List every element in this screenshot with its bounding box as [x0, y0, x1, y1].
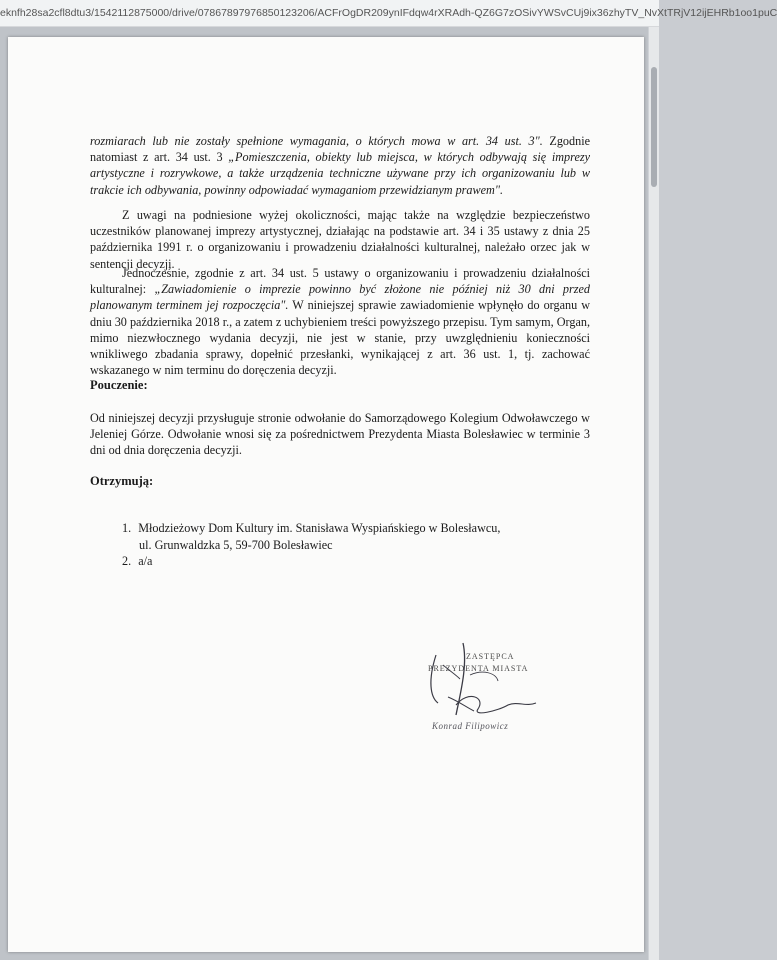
handwritten-signature	[408, 635, 558, 725]
paragraph-1-quote: „Pomieszczenia, obiekty lub miejsca, w których odbywają się imprezy artystyczne i rozrywkowe, a także urządzenia techniczne używane przy ich organizowaniu lub w trakcie ich odbywania, powinny odpowiadać wymaganiom przewidzianym prawem".	[90, 150, 591, 197]
recipient-2-name: a/a	[138, 554, 153, 568]
pouczenie-body: Od niniejszej decyzji przysługuje stronie odwołanie do Samorządowego Kolegium Odwoławczego w Jeleniej Górze. Odwołanie wnosi się za pośrednictwem Prezydenta Miasta Bolesławiec w terminie 3 dni od dnia doręczenia decyzji.	[90, 411, 590, 458]
recipient-1-address: ul. Grunwaldzka 5, 59-700 Bolesławiec	[139, 538, 333, 552]
paragraph-1	[90, 133, 590, 198]
scrollbar-thumb[interactable]	[651, 67, 657, 187]
browser-url-bar[interactable]	[0, 0, 777, 27]
signature-name: Konrad Filipowicz	[432, 721, 509, 731]
recipient-2	[122, 554, 152, 569]
signature-stamp-title: ZASTĘPCA	[466, 652, 515, 661]
pouczenie-heading: Pouczenie:	[90, 378, 148, 392]
paragraph-3-quote: „Zawiadomienie o imprezie powinno być złożone nie później niż 30 dni przed planowanym terminem jej rozpoczęcia".	[90, 282, 591, 313]
document-page	[8, 37, 644, 952]
paragraph-2	[90, 207, 590, 272]
paragraph-3-text-b: W niniejszej sprawie zawiadomienie wpłynęło do organu w dniu 30 października 2018 r., a zatem z uchybieniem treści powyższego przepisu. Tym samym, Organ, mimo niezwłocznego wydania decyzji, nie jest w stanie, przy uwzględnieniu konieczności wnikliwego zbadania sprawy, dopełnić przesłanki, wynikającej z art. 36 ust. 1, tj. zachować wskazanego w nim terminu do doręczenia decyzji.	[90, 298, 591, 378]
document-viewer	[0, 27, 659, 960]
paragraph-3-text-a: Jednocześnie, zgodnie z art. 34 ust. 5 ustawy o organizowaniu i prowadzeniu działalności kulturalnej:	[90, 266, 590, 297]
pouczenie-text	[90, 410, 590, 459]
paragraph-2-text: Z uwagi na podniesione wyżej okoliczności, mając także na względzie bezpieczeństwo uczestników planowanej imprezy artystycznej, działając na podstawie art. 34 i 35 ustawy z dnia 25 października 1991 r. o organizowaniu i prowadzeniu działalności kulturalnej, należało orzec jak w sentencji decyzji.	[90, 208, 590, 271]
signature-stamp-office: PREZYDENTA MIASTA	[428, 664, 529, 673]
paragraph-1-text: Zgodnie natomiast z art. 34 ust. 3	[90, 134, 590, 165]
paragraph-3	[90, 265, 590, 378]
vertical-scrollbar[interactable]	[648, 27, 659, 960]
recipient-1	[122, 521, 500, 536]
paragraph-1-quote-end: rozmiarach lub nie zostały spełnione wymagania, o których mowa w art. 34 ust. 3".	[90, 134, 543, 148]
url-text: eknfh28sa2cfl8dtu3/1542112875000/drive/07867897976850123206/ACFrOgDR209ynIFdqw4rXRAdh-QZ6G7zOSivYWSvCUj9ix36zhyTV_NvXtTRjV12ijEHRb1oo1puC	[0, 7, 777, 19]
recipient-1-number: 1.	[122, 521, 132, 535]
recipient-1-name: Młodzieżowy Dom Kultury im. Stanisława Wyspiańskiego w Bolesławcu,	[138, 521, 501, 535]
recipient-2-number: 2.	[122, 554, 132, 568]
otrzymuja-heading: Otrzymują:	[90, 474, 154, 488]
